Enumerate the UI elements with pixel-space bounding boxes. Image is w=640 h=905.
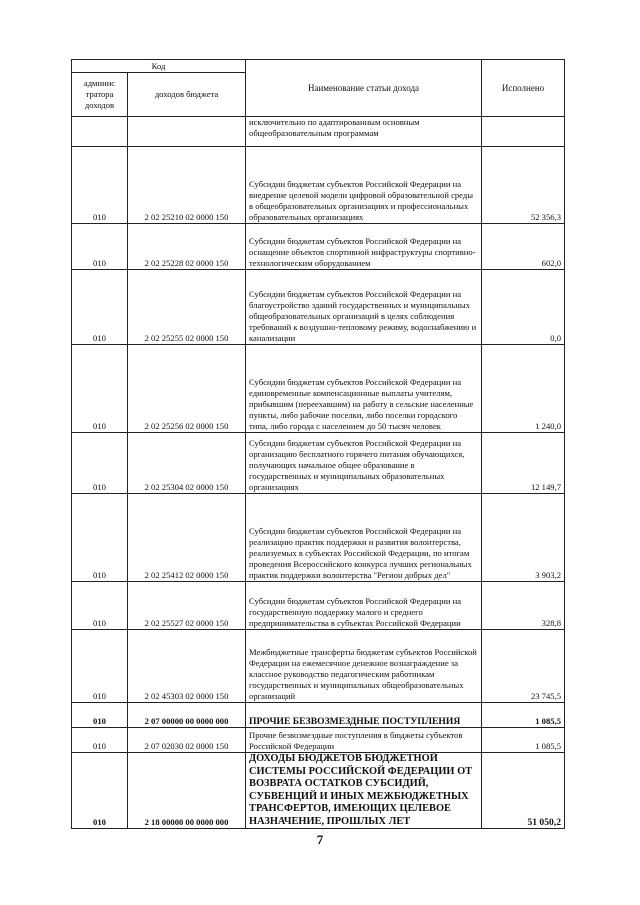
table-row — [72, 224, 565, 270]
income-name-cell: Субсидии бюджетам субъектов Российской Федерации на внедрение целевой модели цифровой образовательной среды в общеобразовательных организациях и профессиональных образовательных организациях — [246, 147, 482, 224]
admin-code-cell: 010 — [72, 433, 128, 494]
header-income-name: Наименование статьи дохода — [246, 60, 482, 117]
income-name-cell: ПРОЧИЕ БЕЗВОЗМЕЗДНЫЕ ПОСТУПЛЕНИЯ — [246, 703, 482, 728]
table-row — [72, 433, 565, 494]
income-code-cell: 2 02 25228 02 0000 150 — [128, 224, 246, 270]
header-kod: Код — [72, 60, 246, 73]
admin-code-cell: 010 — [72, 270, 128, 345]
executed-value-cell: 1 085,5 — [482, 728, 565, 753]
income-code-cell: 2 02 25527 02 0000 150 — [128, 582, 246, 630]
admin-code-cell: 010 — [72, 582, 128, 630]
page-number: 7 — [316, 832, 324, 847]
executed-value-cell: 23 745,5 — [482, 630, 565, 703]
income-name-cell: Субсидии бюджетам субъектов Российской Федерации на реализацию практик поддержки и развития волонтерства, реализуемых в субъектах Российской Федерации, по итогам проведения Всероссийского конкурса лучших региональных практик поддержки волонтерства "Регион добрых дел" — [246, 494, 482, 582]
income-code-cell: 2 18 00000 00 0000 000 — [128, 753, 246, 829]
income-code-cell: 2 07 00000 00 0000 000 — [128, 703, 246, 728]
income-code-cell: 2 02 25304 02 0000 150 — [128, 433, 246, 494]
header-budget-income-code: доходов бюджета — [128, 73, 246, 117]
executed-value-cell: 12 149,7 — [482, 433, 565, 494]
income-name-cell: Субсидии бюджетам субъектов Российской Федерации на оснащение объектов спортивной инфраструктуры спортивно-технологическим оборудованием — [246, 224, 482, 270]
executed-value-cell: 0,0 — [482, 270, 565, 345]
income-code-cell: 2 02 25412 02 0000 150 — [128, 494, 246, 582]
header-executed: Исполнено — [482, 60, 565, 117]
table-row — [72, 703, 565, 728]
income-name-cell: Прочие безвозмездные поступления в бюджеты субъектов Российской Федерации — [246, 728, 482, 753]
table-row — [72, 147, 565, 224]
income-code-cell: 2 02 25255 02 0000 150 — [128, 270, 246, 345]
income-name-cell: Субсидии бюджетам субъектов Российской Федерации на государственную поддержку малого и среднего предпринимательства в субъектах Российской Федерации — [246, 582, 482, 630]
table-row — [72, 582, 565, 630]
admin-code-cell: 010 — [72, 147, 128, 224]
executed-value-cell: 51 050,2 — [482, 753, 565, 829]
executed-value-cell: 52 356,3 — [482, 147, 565, 224]
table-row — [72, 630, 565, 703]
admin-code-cell: 010 — [72, 753, 128, 829]
executed-value-cell: 328,8 — [482, 582, 565, 630]
admin-code-cell: 010 — [72, 703, 128, 728]
table-row — [72, 728, 565, 753]
table-row — [72, 494, 565, 582]
admin-code-cell: 010 — [72, 630, 128, 703]
income-name-cell: Субсидии бюджетам субъектов Российской Федерации на благоустройство зданий государственных и муниципальных общеобразовательных организаций в целях соблюдения требований к воздушно-тепловому режиму, водоснабжению и канализации — [246, 270, 482, 345]
income-name-cell: исключительно по адаптированным основным общеобразовательным программам — [246, 117, 482, 147]
income-name-cell: Межбюджетные трансферты бюджетам субъектов Российской Федерации на ежемесячное денежное вознаграждение за классное руководство педагогическим работникам государственных и муниципальных общеобразовательных организаций — [246, 630, 482, 703]
income-code-cell — [128, 117, 246, 147]
executed-value-cell: 602,0 — [482, 224, 565, 270]
admin-code-cell: 010 — [72, 345, 128, 433]
admin-code-cell: 010 — [72, 494, 128, 582]
admin-code-cell: 010 — [72, 224, 128, 270]
income-code-cell: 2 02 45303 02 0000 150 — [128, 630, 246, 703]
executed-value-cell: 1 085,5 — [482, 703, 565, 728]
admin-code-cell — [72, 117, 128, 147]
table-row — [72, 117, 565, 147]
executed-value-cell — [482, 117, 565, 147]
budget-income-table — [71, 59, 565, 829]
executed-value-cell: 3 903,2 — [482, 494, 565, 582]
income-code-cell: 2 07 02030 02 0000 150 — [128, 728, 246, 753]
header-administrator: админис тратора доходов — [72, 73, 128, 117]
income-code-cell: 2 02 25256 02 0000 150 — [128, 345, 246, 433]
table-row — [72, 345, 565, 433]
income-code-cell: 2 02 25210 02 0000 150 — [128, 147, 246, 224]
table-row — [72, 270, 565, 345]
income-name-cell: ДОХОДЫ БЮДЖЕТОВ БЮДЖЕТНОЙ СИСТЕМЫ РОССИЙСКОЙ ФЕДЕРАЦИИ ОТ ВОЗВРАТА ОСТАТКОВ СУБСИДИЙ, СУБВЕНЦИЙ И ИНЫХ МЕЖБЮДЖЕТНЫХ ТРАНСФЕРТОВ, ИМЕЮЩИХ ЦЕЛЕВОЕ НАЗНАЧЕНИЕ, ПРОШЛЫХ ЛЕТ — [246, 753, 482, 829]
executed-value-cell: 1 240,0 — [482, 345, 565, 433]
admin-code-cell: 010 — [72, 728, 128, 753]
income-name-cell: Субсидии бюджетам субъектов Российской Федерации на единовременные компенсационные выплаты учителям, прибывшим (переехавшим) на работу в сельские населенные пункты, либо рабочие поселки, либо поселки городского типа, либо города с населением до 50 тысяч человек — [246, 345, 482, 433]
income-name-cell: Субсидии бюджетам субъектов Российской Федерации на организацию бесплатного горячего питания обучающихся, получающих начальное общее образование в государственных и муниципальных образовательных организациях — [246, 433, 482, 494]
table-row — [72, 753, 565, 829]
